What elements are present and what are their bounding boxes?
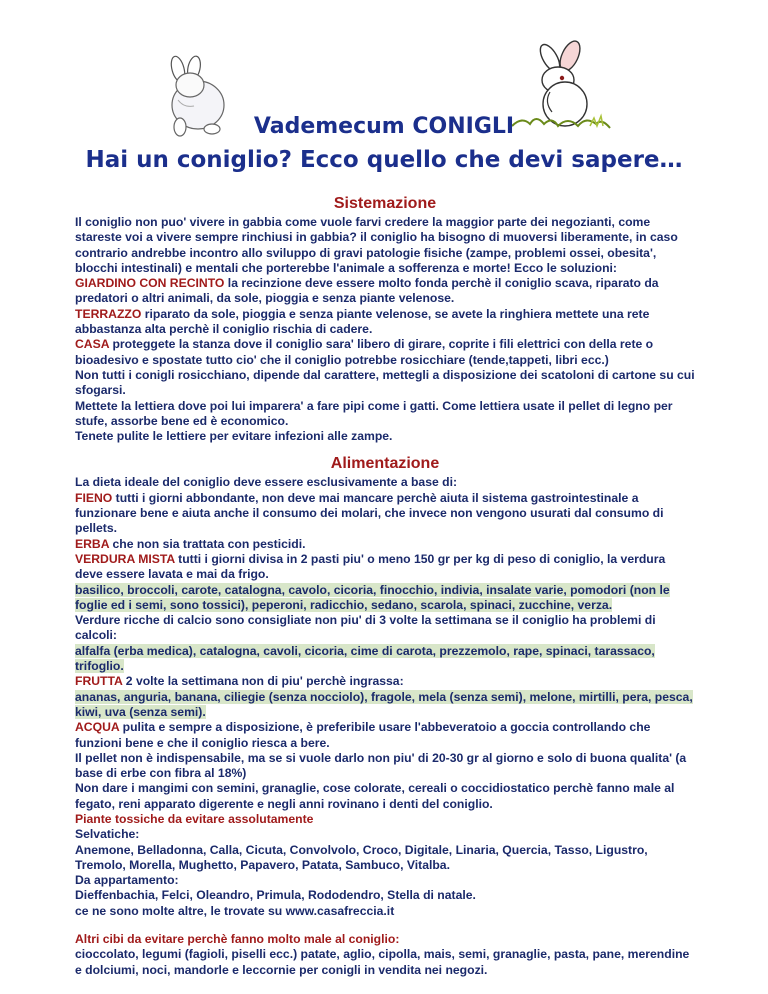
terrazzo-paragraph — [75, 307, 695, 338]
paragraph-text: che non sia trattata con pesticidi. — [109, 536, 306, 551]
pulite-paragraph: Tenete pulite le lettiere per evitare infezioni alle zampe. — [75, 429, 393, 444]
keyword: GIARDINO CON RECINTO — [75, 276, 225, 291]
selvatiche-label: Selvatiche: — [75, 827, 140, 842]
keyword: FRUTTA — [75, 674, 123, 689]
calcio-note: Verdure ricche di calcio sono consigliate non piu' di 3 volte la settimana se il coniglio ha problemi di calcoli: — [75, 613, 656, 643]
keyword: VERDURA MISTA — [75, 551, 175, 566]
paragraph-text: proteggete la stanza dove il coniglio sara' libero di girare, coprite i fili elettrici con della rete o bioadesivo e spostate tutto cio' che il coniglio potrebbe rosicchiare (tende,tappeti, libri ecc.) — [75, 337, 654, 367]
keyword: FIENO — [75, 490, 113, 505]
altri-cibi-title: Altri cibi da evitare perchè fanno molto male al coniglio: — [75, 932, 400, 947]
paragraph-text: tutti i giorni divisa in 2 pasti piu' o meno 150 gr per kg di peso di coniglio, la verdura deve essere lavata e mai da frigo. — [75, 551, 666, 582]
spacer — [75, 919, 695, 932]
verdura-list — [75, 583, 695, 614]
erba-paragraph — [75, 537, 695, 552]
giardino-paragraph — [75, 276, 695, 307]
keyword: CASA — [75, 337, 110, 352]
lettiera-paragraph: Mettete la lettiera dove poi lui imparera' a fare pipi come i gatti. Come lettiera usate il pellet di legno per stufe, assorbe bene ed è economico. — [75, 398, 673, 428]
piante-tossiche-title: Piante tossiche da evitare assolutamente — [75, 811, 314, 826]
paragraph-text: pulita e sempre a disposizione, è preferibile usare l'abbeveratoio a goccia controllando che funzioni bene e che il coniglio riesca a bere. — [75, 720, 651, 750]
selvatiche-list: Anemone, Belladonna, Calla, Cicuta, Convolvolo, Croco, Digitale, Linaria, Quercia, Tasso, Ligustro, Tremolo, Morella, Mughetto, Papavero, Patata, Sambuco, Vitalba. — [75, 842, 648, 872]
keyword: ACQUA — [75, 720, 120, 735]
sistemazione-intro: Il coniglio non puo' vivere in gabbia come vuole farvi credere la maggior parte dei negozianti, come stareste voi a vivere sempre rinchiusi in gabbia? il coniglio ha bisogno di muoversi liberamente, in caso contrario andrebbe incontro allo sviluppo di gravi patologie fisiche (zampe, problemi ossei, obesita', blocchi intestinali) e mentali che porterebbe l'animale a sofferenza e morte! Ecco le soluzioni: — [75, 215, 678, 275]
calcio-list — [75, 644, 695, 675]
appartamento-list: Dieffenbachia, Felci, Oleandro, Primula, Rododendro, Stella di natale. — [75, 888, 476, 903]
page-subtitle: Hai un coniglio? Ecco quello che devi sapere… — [85, 147, 683, 173]
pellet-paragraph: Il pellet non è indispensabile, ma se si vuole darlo non piu' di 20-30 gr al giorno e solo di buona qualita' (a base di erbe con fibra al 18%) — [75, 750, 687, 781]
highlighted-list: alfalfa (erba medica), catalogna, cavoli, cicoria, cime di carota, prezzemolo, rape, spinaci, tarassaco, trifoglio. — [75, 643, 655, 674]
keyword: TERRAZZO — [75, 306, 142, 321]
keyword: ERBA — [75, 536, 110, 551]
section-title-alimentazione: Alimentazione — [330, 455, 440, 473]
paragraph-text: tutti i giorni abbondante, non deve mai mancare perchè aiuta il sistema gastrointestinale a funzionare bene e aiuta anche il consumo dei molari, che invece non vengono usurati dal consumo di pellets. — [75, 490, 664, 536]
alimentazione-intro: La dieta ideale del coniglio deve essere esclusivamente a base di: — [75, 475, 458, 490]
appartamento-label: Da appartamento: — [75, 873, 179, 888]
casa-paragraph — [75, 337, 695, 368]
document-body — [75, 194, 695, 978]
highlighted-list: ananas, anguria, banana, ciliegie (senza nocciolo), fragole, mela (senza semi), melone, mirtilli, pera, pesca, kiwi, uva (senza semi). — [75, 689, 693, 719]
rosicchiano-paragraph: Non tutti i conigli rosicchiano, dipende dal carattere, mettegli a disposizione dei scatoloni di cartone su cui sfogarsi. — [75, 367, 695, 398]
paragraph-text: riparato da sole, pioggia e senza piante velenose, se avete la ringhiera mettete una rete abbastanza alta perchè il coniglio rischia di cadere. — [75, 306, 650, 337]
altre-note: ce ne sono molte altre, le trovate su www.casafreccia.it — [75, 903, 395, 918]
paragraph-text: 2 volte la settimana non di piu' perchè ingrassa: — [122, 674, 404, 689]
non-dare-paragraph: Non dare i mangimi con semini, granaglie, cose colorate, cereali o coccidiostatico perchè fanno male al fegato, reni apparato digerente e negli anni rovinano i denti del coniglio. — [75, 781, 675, 811]
page-title: Vademecum CONIGLI — [253, 114, 515, 139]
fieno-paragraph — [75, 491, 695, 537]
altri-cibi-list: cioccolato, legumi (fagioli, piselli ecc.) patate, aglio, cipolla, mais, semi, granaglie, pasta, pane, merendine e dolciumi, noci, mandorle e leccornie per conigli in vendita nei negozi. — [75, 947, 690, 977]
verdura-paragraph — [75, 552, 695, 583]
frutta-list — [75, 690, 695, 721]
acqua-paragraph — [75, 720, 695, 751]
frutta-paragraph — [75, 674, 695, 689]
highlighted-list: basilico, broccoli, carote, catalogna, cavolo, cicoria, finocchio, indivia, insalate varie, pomodori (non le foglie ed i semi, sono tossici), peperoni, radicchio, sedano, scarola, spinaci, zucchine, verza. — [75, 582, 670, 612]
section-title-sistemazione: Sistemazione — [333, 195, 437, 212]
header — [0, 0, 768, 190]
paragraph-text: la recinzione deve essere molto fonda perchè il coniglio scava, riparato da predatori o altri animali, da sole, pioggia e senza piante velenose. — [75, 276, 659, 306]
